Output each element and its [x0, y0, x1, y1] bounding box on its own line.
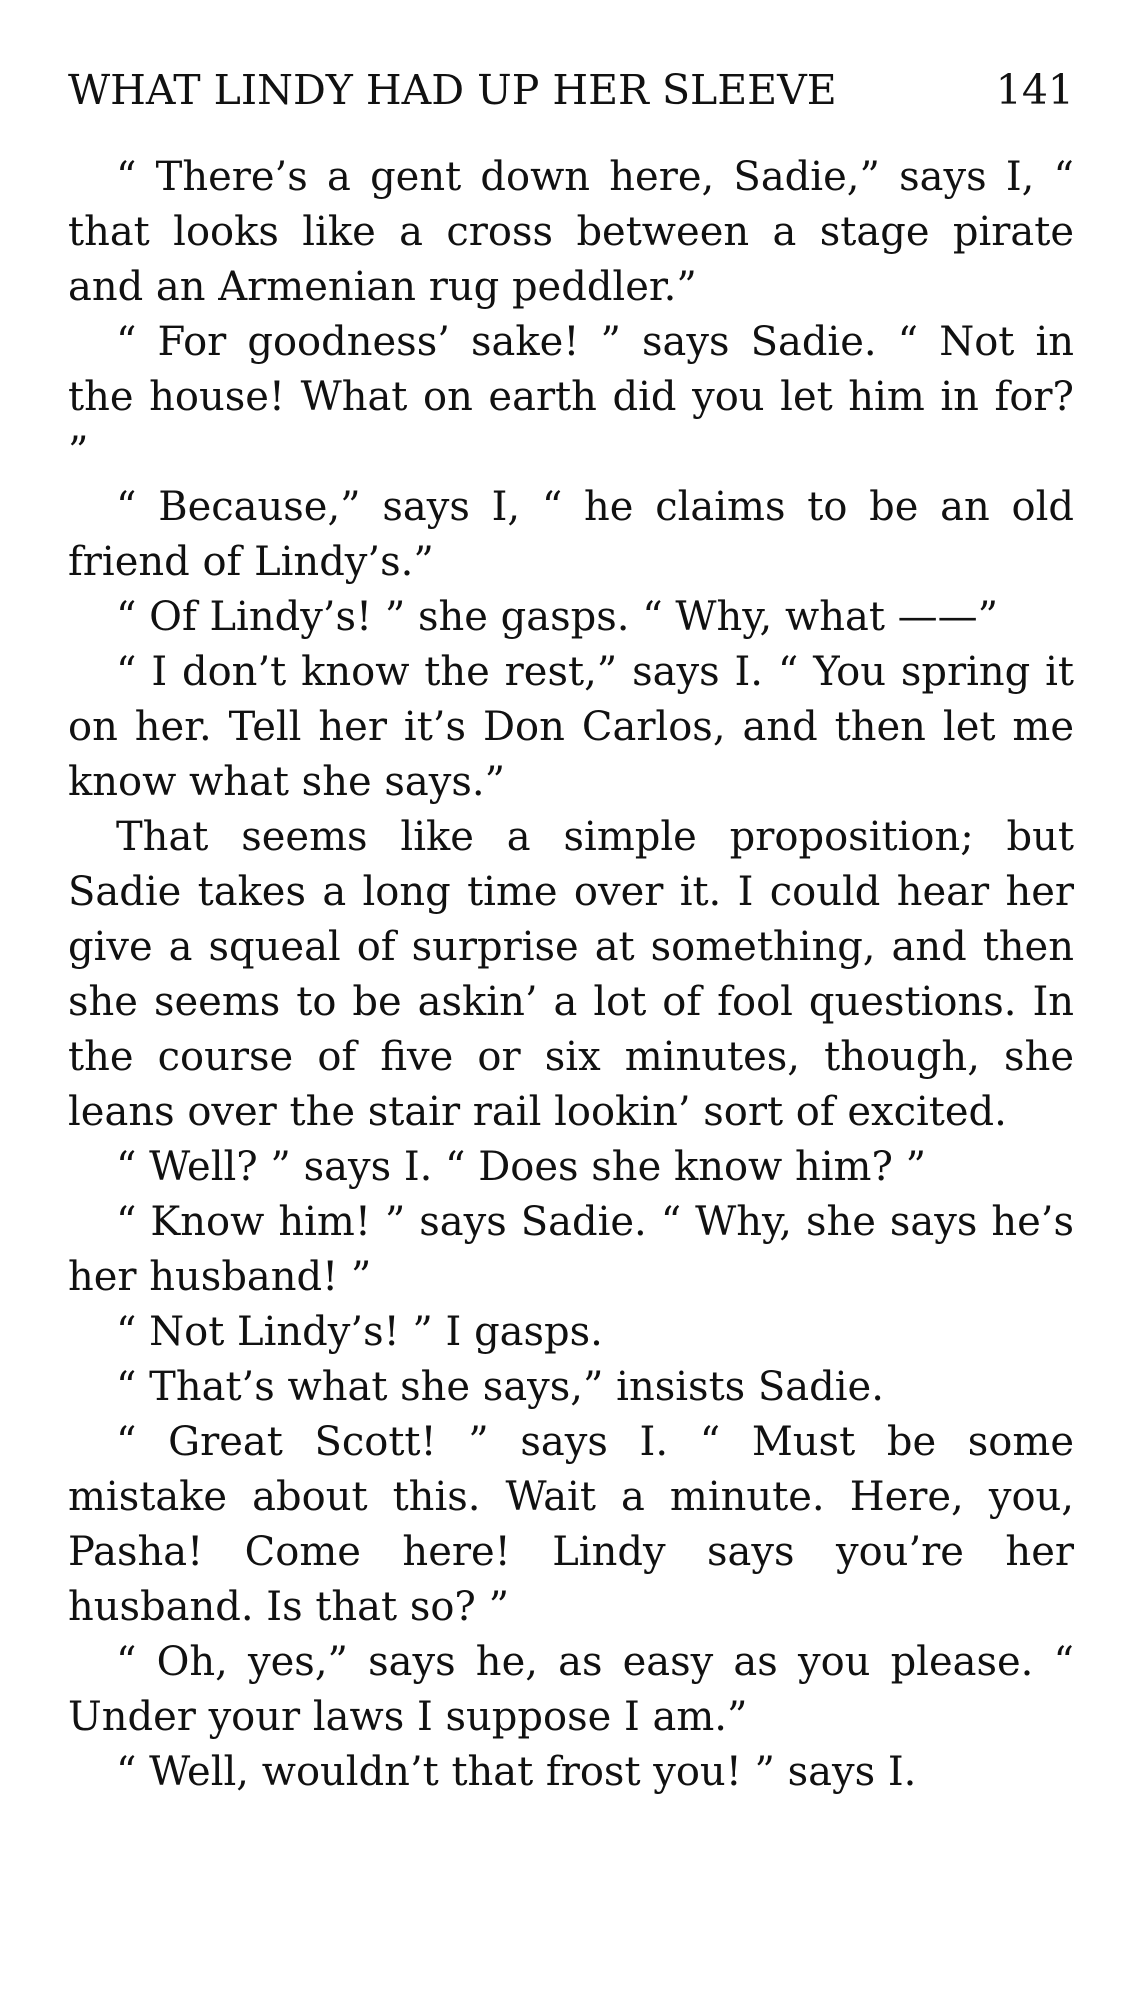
page-number: 141 [995, 66, 1074, 114]
body-text [68, 150, 1074, 1800]
paragraph: “ Well? ” says I. “ Does she know him? ” [116, 1144, 927, 1190]
chapter-title: WHAT LINDY HAD UP HER SLEEVE [68, 66, 837, 114]
running-head [68, 62, 1074, 118]
paragraph: “ Know him! ” says Sadie. “ Why, she says he’s her husband! ” [68, 1199, 1074, 1300]
paragraph: “ That’s what she says,” insists Sadie. [116, 1364, 884, 1410]
paragraph: “ Well, wouldn’t that frost you! ” says I. [116, 1749, 917, 1795]
paragraph: “ Because,” says I, “ he claims to be an old friend of Lindy’s.” [68, 484, 1074, 585]
paragraph: “ There’s a gent down here, Sadie,” says I, “ that looks like a cross between a stage pirate and an Armenian rug peddler.” [68, 154, 1074, 310]
paragraph: “ Great Scott! ” says I. “ Must be some mistake about this. Wait a minute. Here, you, Pasha! Come here! Lindy says you’re her husband. Is that so? ” [68, 1419, 1074, 1630]
paragraph: “ For goodness’ sake! ” says Sadie. “ Not in the house! What on earth did you let him in for? ” [68, 319, 1074, 475]
paragraph: “ Not Lindy’s! ” I gasps. [116, 1309, 603, 1355]
paragraph: “ I don’t know the rest,” says I. “ You spring it on her. Tell her it’s Don Carlos, and then let me know what she says.” [68, 649, 1074, 805]
paragraph: “ Oh, yes,” says he, as easy as you please. “ Under your laws I suppose I am.” [68, 1639, 1074, 1740]
paragraph: That seems like a simple proposition; but Sadie takes a long time over it. I could hear her give a squeal of surprise at something, and then she seems to be askin’ a lot of fool questions. In the course of five or six minutes, though, she leans over the stair rail lookin’ sort of excited. [68, 814, 1074, 1135]
book-page [68, 62, 1074, 1800]
paragraph: “ Of Lindy’s! ” she gasps. “ Why, what ——” [116, 594, 999, 640]
